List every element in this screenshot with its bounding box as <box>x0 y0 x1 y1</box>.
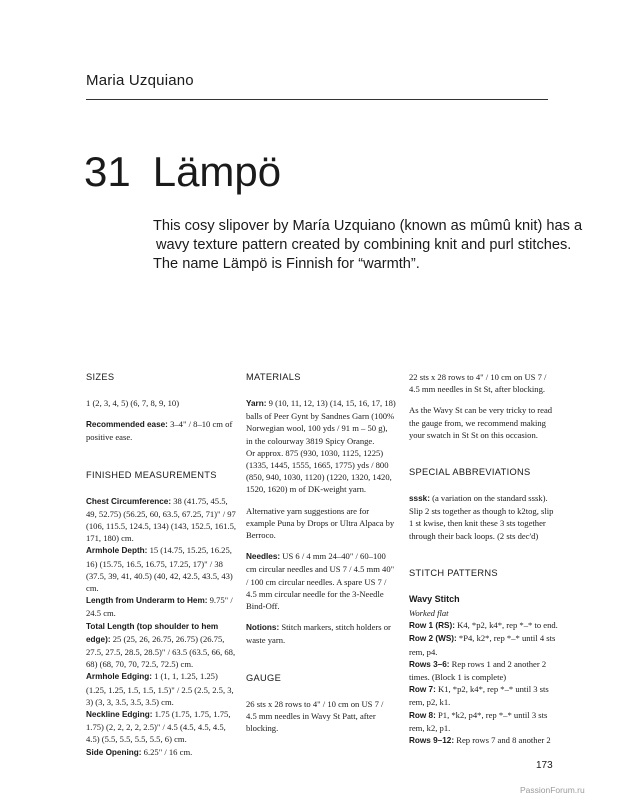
gauge-note: As the Wavy St can be very tricky to read the gauge from, we recommend making your swatch in St St on this occasion. <box>409 405 553 440</box>
pattern-number: 31 <box>84 148 131 195</box>
pattern-title <box>84 148 281 196</box>
sizes-list: 1 (2, 3, 4, 5) (6, 7, 8, 9, 10) <box>86 398 180 408</box>
yarn-info: Yarn: 9 (10, 11, 12, 13) (14, 15, 16, 17, 18) balls of Peer Gynt by Sandnes Garn (100% Norwegian wool, 100 yds / 91 m – 50 g), in the colourway 3819 Spicy Orange. <box>246 398 396 446</box>
measurement-item: Armhole Depth: 15 (14.75, 15.25, 16.25, 16) (15.75, 16.5, 16.75, 17.25, 17)" / 38 (37.5, 39, 41, 40.5) (40, 42, 42.5, 43.5, 43) cm. <box>86 545 233 594</box>
watermark: PassionForum.ru <box>520 785 585 795</box>
abbreviations-heading: SPECIAL ABBREVIATIONS <box>409 467 531 478</box>
intro-paragraph <box>153 217 583 274</box>
column-2 <box>246 371 396 743</box>
pattern-row: Row 7: K1, *p2, k4*, rep *–* until 3 sts rem, p2, k1. <box>409 684 549 708</box>
recommended-ease <box>86 418 238 443</box>
worked-flat: Worked flat <box>409 608 449 619</box>
measurement-item: Chest Circumference: 38 (41.75, 45.5, 49, 52.75) (56.25, 60, 63.5, 67.25, 71)" / 97 (106, 115.5, 124.5, 134) (143, 152.5, 161.5, 171, 180) cm. <box>86 495 237 544</box>
column-1 <box>86 371 238 759</box>
gauge-wavy: 26 sts x 28 rows to 4" / 10 cm on US 7 / 4.5 mm needles in Wavy St Patt, after blocking. <box>246 698 384 734</box>
pattern-name: Lämpö <box>152 148 282 195</box>
pattern-row: Row 2 (WS): *P4, k2*, rep *–* until 4 sts rem, p4. <box>409 633 556 657</box>
abbreviation-sssk: sssk: (a variation on the standard sssk). Slip 2 sts together as though to k2tog, slip 1 st kwise, then knit these 3 sts together through their back loops. (2 sts dec'd) <box>409 493 554 541</box>
gauge-stst: 22 sts x 28 rows to 4" / 10 cm on US 7 / 4.5 mm needles in St St, after blocking. <box>409 372 547 395</box>
header-divider <box>86 99 548 100</box>
measurement-item: Length from Underarm to Hem: 9.75" / 24.5 cm. <box>86 595 233 619</box>
stitch-patterns-heading: STITCH PATTERNS <box>409 567 498 578</box>
pattern-row: Row 1 (RS): K4, *p2, k4*, rep *–* to end. <box>409 620 558 631</box>
materials-heading: MATERIALS <box>246 372 301 382</box>
pattern-row: Row 8: P1, *k2, p4*, rep *–* until 3 sts rem, k2, p1. <box>409 709 548 733</box>
pattern-row: Rows 3–6: Rep rows 1 and 2 another 2 times. (Block 1 is complete) <box>409 658 547 683</box>
measurement-item: Side Opening: 6.25" / 16 cm. <box>86 746 193 757</box>
measurement-item: Total Length (top shoulder to hem edge): 25 (25, 26, 26.75, 26.75) (26.75, 27.5, 27.5, 28.5, 28.5)" / 63.5 (63.5, 66, 68, 68) (68, 70, 70, 72.5, 72.5) cm. <box>86 621 236 670</box>
finished-measurements-heading: FINISHED MEASUREMENTS <box>86 469 217 480</box>
intro-line: This cosy slipover by María Uzquiano (known as mûmû knit) has a <box>153 218 583 234</box>
measurement-item: Neckline Edging: 1.75 (1.75, 1.75, 1.75, 1.75) (2, 2, 2, 2, 2.5)" / 4.5 (4.5, 4.5, 4.5, 4.5) (5.5, 5.5, 5.5, 5.5, 6) cm. <box>86 709 231 745</box>
yarn-approx: Or approx. 875 (930, 1030, 1125, 1225) (1335, 1445, 1555, 1665, 1775) yds / 800 (850, 940, 1030, 1120) (1220, 1320, 1420, 1520, 1620) m of DK-weight yarn. <box>246 447 392 495</box>
ease-label: Recommended ease: <box>86 420 168 430</box>
stitch-name: Wavy Stitch <box>409 593 460 604</box>
ease-text: 3–4" / 8–10 cm of positive ease. <box>86 419 233 443</box>
needles-info: Needles: US 6 / 4 mm 24–40" / 60–100 cm circular needles and US 7 / 4.5 mm 40" / 100 cm circular needles. A spare US 7 / 4.5 mm circular needle for the 3-Needle Bind-Off. <box>246 551 395 612</box>
intro-line: wavy texture pattern created by combining knit and purl stitches. <box>156 237 572 253</box>
page-number: 173 <box>536 760 553 771</box>
sizes-heading: SIZES <box>86 372 115 382</box>
measurement-item: Armhole Edging: 1 (1, 1, 1.25, 1.25) (1.25, 1.25, 1.5, 1.5, 1.5)" / 2.5 (2.5, 2.5, 3, 3) (3, 3, 3.5, 3.5, 3.5) cm. <box>86 671 234 707</box>
intro-line: The name Lämpö is Finnish for “warmth”. <box>153 256 420 272</box>
gauge-heading: GAUGE <box>246 672 282 683</box>
notions-info: Notions: Stitch markers, stitch holders or waste yarn. <box>246 622 391 646</box>
column-3 <box>409 371 559 747</box>
yarn-alternatives: Alternative yarn suggestions are for example Puna by Drops or Ultra Alpaca by Berroco. <box>246 505 395 541</box>
pattern-row: Rows 9–12: Rep rows 7 and 8 another 2 <box>409 735 551 746</box>
designer-name: Maria Uzquiano <box>86 72 194 89</box>
